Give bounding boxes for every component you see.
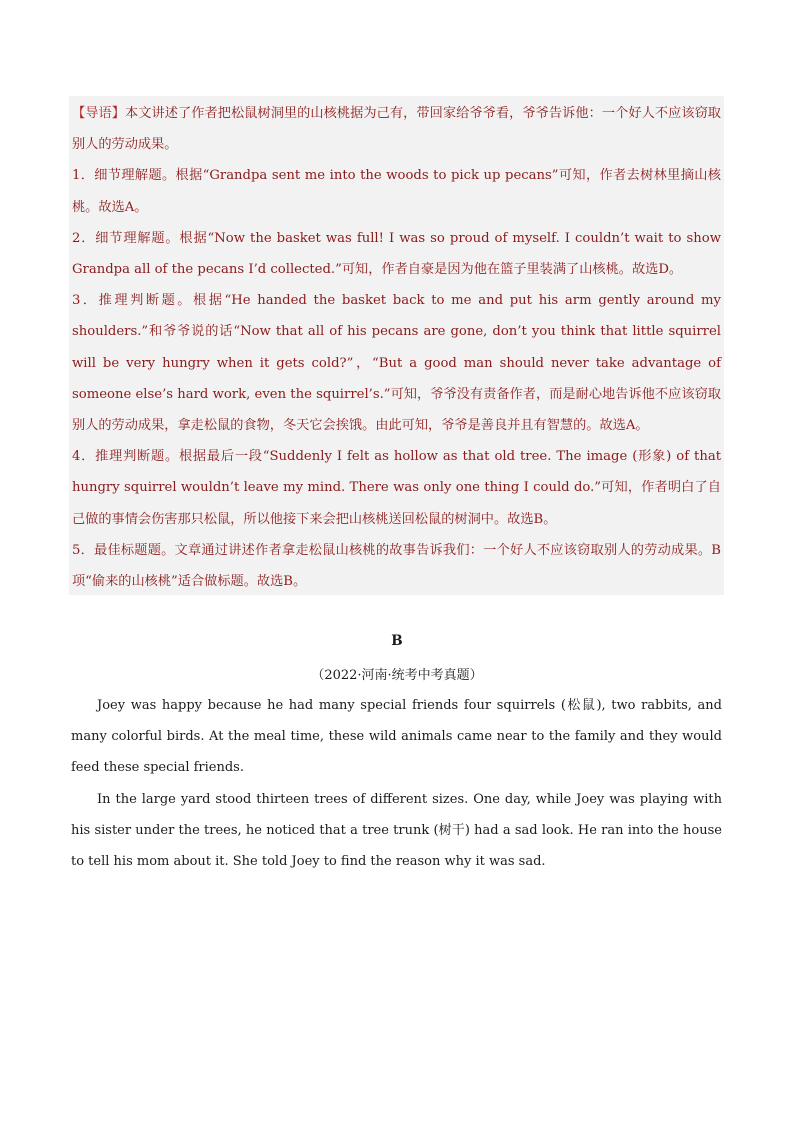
analysis-item-3: 3．推理判断题。根据“He handed the basket back to me and put his arm gently around my shoulders.”和爷爷说的话“Now that all of his pecans are gone, don’t you think that little squirrel will be very hungry when it gets cold?”，“But a good man should never take advantage of someone else’s hard work, even the squirrel’s.”可知，爷爷没有责备作者，而是耐心地告诉他不应该窃取别人的劳动成果，拿走松鼠的食物，冬天它会挨饿。由此可知，爷爷是善良并且有智慧的。故选A。	[72, 293, 721, 434]
analysis-item-4: 4．推理判断题。根据最后一段“Suddenly I felt as hollow as that old tree. The image (形象) of that hungry squirrel wouldn’t leave my mind. There was only one thing I could do.”可知，作者明白了自己做的事情会伤害那只松鼠，所以他接下来会把山核桃送回松鼠的树洞中。故选B。	[72, 449, 721, 527]
lead-text: 本文讲述了作者把松鼠树洞里的山核桃据为己有，带回家给爷爷看，爷爷告诉他：一个好人不应该窃取别人的劳动成果。	[72, 106, 721, 153]
analysis-item-1: 1．细节理解题。根据“Grandpa sent me into the woods to pick up pecans”可知，作者去树林里摘山核桃。故选A。	[72, 168, 721, 215]
analysis-item-2: 2．细节理解题。根据“Now the basket was full! I was so proud of myself. I couldn’t wait to show Grandpa all of the pecans I’d collected.”可知，作者自豪是因为他在篮子里装满了山核桃。故选D。	[72, 230, 721, 278]
passage-paragraph-2: In the large yard stood thirteen trees of different sizes. One day, while Joey was playing with his sister under the trees, he noticed that a tree trunk (树干) had a sad look. He ran into the house to tell his mom about it. She told Joey to find the reason why it was sad.	[71, 791, 722, 870]
lead-paragraph	[72, 98, 721, 160]
reading-passage	[71, 690, 722, 877]
passage-paragraph-1: Joey was happy because he had many special friends four squirrels (松鼠), two rabbits, and many colorful birds. At the meal time, these wild animals came near to the family and they would feed these special friends.	[71, 698, 722, 776]
answer-analysis-box	[69, 96, 724, 595]
analysis-item-5: 5．最佳标题题。文章通过讲述作者拿走松鼠山核桃的故事告诉我们：一个好人不应该窃取别人的劳动成果。B项“偷来的山核桃”适合做标题。故选B。	[72, 542, 721, 590]
lead-tag: 【导语】	[72, 106, 125, 121]
section-heading: B	[391, 633, 403, 649]
source-label: （2022·河南·统考中考真题）	[311, 668, 483, 683]
